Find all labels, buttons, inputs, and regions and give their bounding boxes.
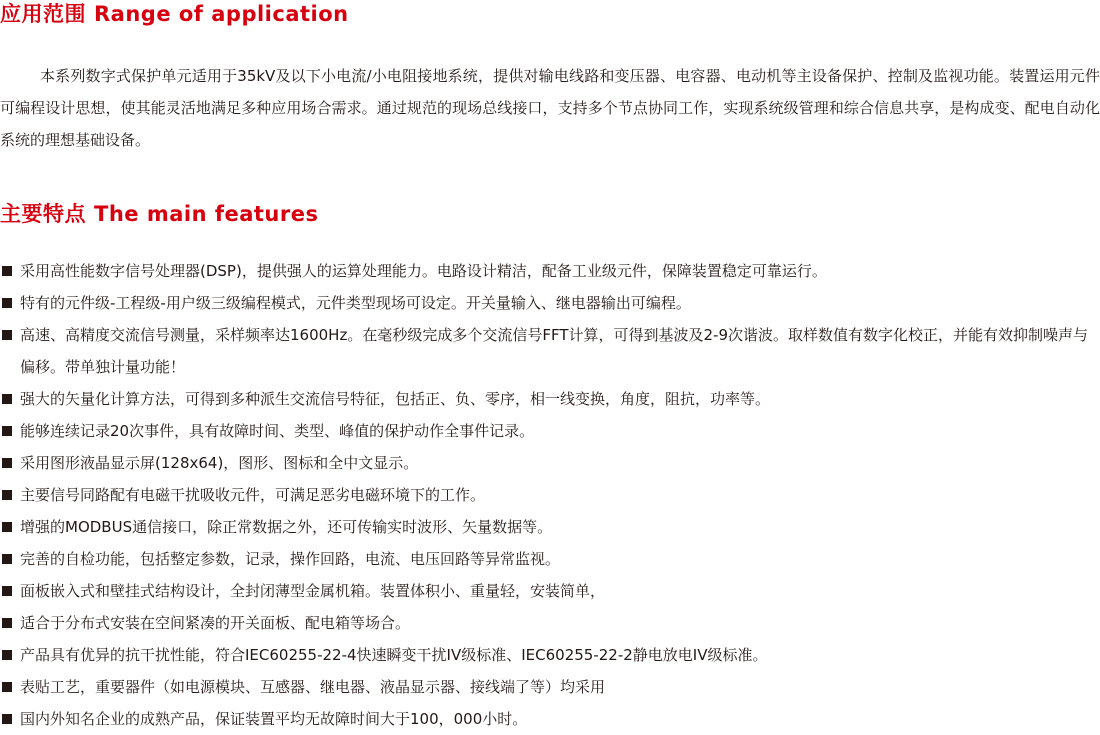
square-bullet-icon (2, 490, 12, 500)
feature-item (0, 415, 1100, 447)
feature-item (0, 511, 1100, 543)
feature-text: 能够连续记录20次事件，具有故障时间、类型、峰值的保护动作全事件记录。 (20, 422, 535, 440)
feature-text: 面板嵌入式和壁挂式结构设计，全封闭薄型金属机箱。装置体积小、重量轻，安装简单， (20, 582, 606, 600)
feature-item (0, 479, 1100, 511)
square-bullet-icon (2, 650, 12, 660)
square-bullet-icon (2, 266, 12, 276)
square-bullet-icon (2, 554, 12, 564)
square-bullet-icon (2, 586, 12, 596)
features-title-en: The main features (94, 202, 319, 226)
feature-text: 主要信号同路配有电磁干扰吸收元件，可满足恶劣电磁环境下的工作。 (20, 486, 486, 504)
range-title-cn: 应用范围 (0, 2, 86, 26)
features-section-title (0, 200, 318, 228)
feature-text: 采用高性能数字信号处理器(DSP)，提供强人的运算处理能力。电路设计精洁，配备工业级元件，保障装置稳定可靠运行。 (20, 262, 827, 280)
feature-item (0, 255, 1100, 287)
feature-item (0, 639, 1100, 671)
square-bullet-icon (2, 394, 12, 404)
features-list (0, 255, 1100, 735)
square-bullet-icon (2, 298, 12, 308)
square-bullet-icon (2, 330, 12, 340)
feature-item (0, 671, 1100, 703)
feature-text: 采用图形液晶显示屏(128x64)，图形、图标和全中文显示。 (20, 454, 419, 472)
square-bullet-icon (2, 682, 12, 692)
feature-text: 完善的自检功能，包括整定参数，记录，操作回路，电流、电压回路等异常监视。 (20, 550, 561, 568)
feature-item (0, 383, 1100, 415)
feature-item (0, 447, 1100, 479)
range-title-en: Range of application (94, 2, 349, 26)
square-bullet-icon (2, 618, 12, 628)
range-paragraph: 本系列数字式保护单元适用于35kV及以下小电流/小电阻接地系统，提供对输电线路和变压器、电容器、电动机等主设备保护、控制及监视功能。装置运用元件可编程设计思想，使其能灵活地满足多种应用场合需求。通过规范的现场总线接口，支持多个节点协同工作，实现系统级管理和综合信息共享，是构成变、配电自动化系统的理想基础设备。 (0, 67, 1100, 149)
feature-item (0, 319, 1100, 383)
feature-item (0, 607, 1100, 639)
feature-item (0, 703, 1100, 735)
square-bullet-icon (2, 426, 12, 436)
range-section-title (0, 0, 349, 28)
feature-text: 强大的矢量化计算方法，可得到多种派生交流信号特征，包括正、负、零序，相一线变换，角度，阻抗，功率等。 (20, 390, 771, 408)
feature-text: 适合于分布式安装在空间紧凑的开关面板、配电箱等场合。 (20, 614, 411, 632)
feature-text: 高速、高精度交流信号测量，采样频率达1600Hz。在毫秒级完成多个交流信号FFT计算，可得到基波及2-9次谐波。取样数值有数字化校正，并能有效抑制噪声与偏移。带单独计量功能！ (20, 326, 1088, 376)
feature-text: 产品具有优异的抗干扰性能，符合IEC60255-22-4快速瞬变干扰IV级标准、IEC60255-22-2静电放电IV级标准。 (20, 646, 768, 664)
feature-text: 特有的元件级-工程级-用户级三级编程模式，元件类型现场可设定。开关量输入、继电器输出可编程。 (20, 294, 691, 312)
features-title-cn: 主要特点 (0, 202, 86, 226)
square-bullet-icon (2, 522, 12, 532)
feature-text: 增强的MODBUS通信接口，除正常数据之外，还可传输实时波形、矢量数据等。 (20, 518, 553, 536)
feature-item (0, 543, 1100, 575)
square-bullet-icon (2, 714, 12, 724)
square-bullet-icon (2, 458, 12, 468)
feature-text: 表贴工艺，重要器件（如电源模块、互感器、继电器、液晶显示器、接线端了等）均采用 (20, 678, 606, 696)
feature-item (0, 287, 1100, 319)
feature-item (0, 575, 1100, 607)
feature-text: 国内外知名企业的成熟产品，保证装置平均无故障时间大于100，000小时。 (20, 710, 528, 728)
